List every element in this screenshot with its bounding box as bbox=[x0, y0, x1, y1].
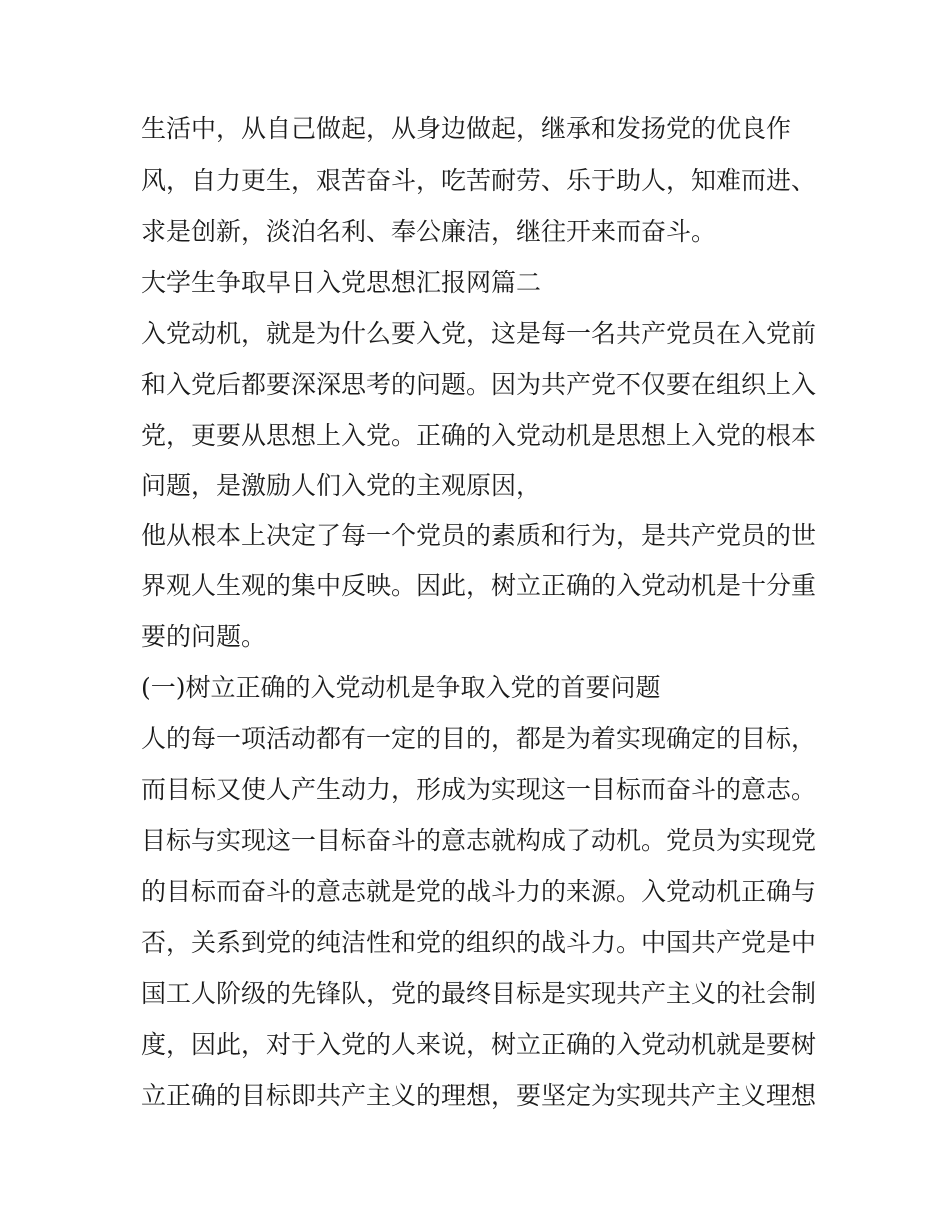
text-line-7: 党，更要从思想上入党。正确的入党动机是思想上入党的根本 bbox=[141, 421, 817, 450]
text-line-10: 界观人生观的集中反映。因此，树立正确的入党动机是十分重 bbox=[141, 571, 817, 600]
section-heading: 大学生争取早日入党思想汇报网篇二 bbox=[141, 268, 542, 297]
text-line-13: 人的每一项活动都有一定的目的，都是为着实现确定的目标， bbox=[141, 724, 817, 753]
text-line-11: 要的问题。 bbox=[141, 622, 267, 651]
text-line-16: 的目标而奋斗的意志就是党的战斗力的来源。入党动机正确与 bbox=[141, 877, 817, 906]
text-line-9: 他从根本上决定了每一个党员的素质和行为，是共产党员的世 bbox=[141, 521, 817, 550]
text-line-5: 入党动机，就是为什么要入党，这是每一名共产党员在入党前 bbox=[141, 319, 817, 348]
text-line-2: 风，自力更生，艰苦奋斗，吃苦耐劳、乐于助人，知难而进、 bbox=[141, 166, 817, 195]
text-line-6: 和入党后都要深深思考的问题。因为共产党不仅要在组织上入 bbox=[141, 370, 817, 399]
text-line-18: 国工人阶级的先锋队，党的最终目标是实现共产主义的社会制 bbox=[141, 979, 817, 1008]
text-line-15: 目标与实现这一目标奋斗的意志就构成了动机。党员为实现党 bbox=[141, 826, 817, 855]
text-line-14: 而目标又使人产生动力，形成为实现这一目标而奋斗的意志。 bbox=[141, 775, 817, 804]
text-line-19: 度，因此，对于入党的人来说，树立正确的入党动机就是要树 bbox=[141, 1030, 817, 1059]
text-line-20: 立正确的目标即共产主义的理想，要坚定为实现共产主义理想 bbox=[141, 1081, 817, 1110]
text-line-3: 求是创新，淡泊名利、奉公廉洁，继往开来而奋斗。 bbox=[141, 217, 717, 246]
text-line-1: 生活中，从自己做起，从身边做起，继承和发扬党的优良作 bbox=[141, 114, 792, 143]
text-line-17: 否，关系到党的纯洁性和党的组织的战斗力。中国共产党是中 bbox=[141, 928, 817, 957]
subsection-heading: (一)树立正确的入党动机是争取入党的首要问题 bbox=[141, 673, 661, 702]
text-line-8: 问题，是激励人们入党的主观原因， bbox=[141, 471, 542, 500]
